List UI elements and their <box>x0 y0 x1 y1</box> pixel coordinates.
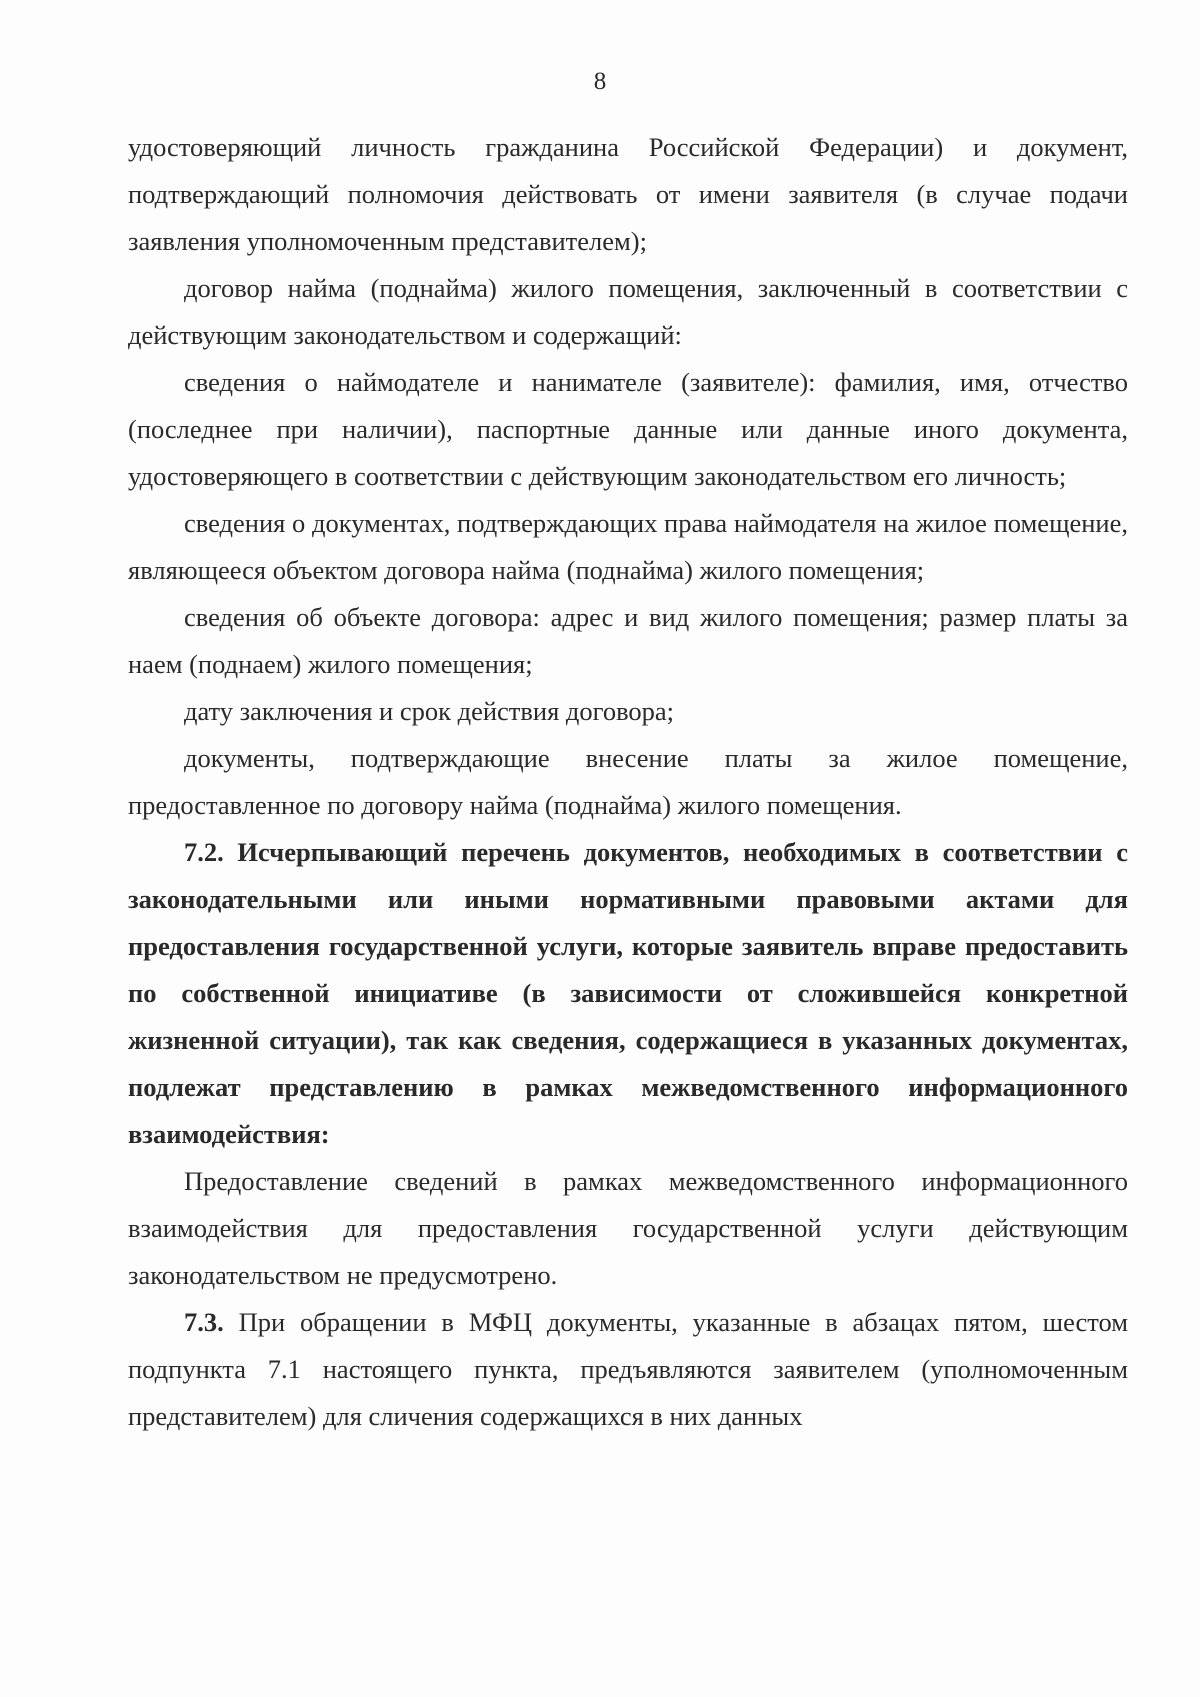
paragraph-continuation: удостоверяющий личность гражданина Российской Федерации) и документ, подтверждающий полномочия действовать от имени заявителя (в случае подачи заявления уполномоченным представителем); <box>128 132 1128 256</box>
document-body <box>128 124 1128 1440</box>
page-number: 8 <box>593 68 607 95</box>
paragraph-7-3 <box>128 1299 1128 1440</box>
paragraph-parties-info: сведения о наймодателе и нанимателе (заявителе): фамилия, имя, отчество (последнее при наличии), паспортные данные или данные иного документа, удостоверяющего в соответствии с действующим законодательством его личность; <box>128 367 1128 491</box>
paragraph-landlord-rights: сведения о документах, подтверждающих права наймодателя на жилое помещение, являющееся объектом договора найма (поднайма) жилого помещения; <box>128 508 1128 585</box>
paragraph-contract-date: дату заключения и срок действия договора; <box>184 696 675 726</box>
section-heading-7-2: 7.2. Исчерпывающий перечень документов, необходимых в соответствии с законодательными или иными нормативными правовыми актами для предоставления государственной услуги, которые заявитель вправе предоставить по собственной инициативе (в зависимости от сложившейся конкретной жизненной ситуации), так как сведения, содержащиеся в указанных документах, подлежат представлению в рамках межведомственного информационного взаимодействия: <box>128 837 1128 1149</box>
paragraph-payment-docs: документы, подтверждающие внесение платы за жилое помещение, предоставленное по договору найма (поднайма) жилого помещения. <box>128 743 1128 820</box>
paragraph-interagency: Предоставление сведений в рамках межведомственного информационного взаимодействия для предоставления государственной услуги действующим законодательством не предусмотрено. <box>128 1166 1128 1290</box>
section-number-7-3: 7.3. <box>184 1307 224 1337</box>
paragraph-contract-object: сведения об объекте договора: адрес и вид жилого помещения; размер платы за наем (поднаем) жилого помещения; <box>128 602 1128 679</box>
paragraph-lease-contract: договор найма (поднайма) жилого помещения, заключенный в соответствии с действующим законодательством и содержащий: <box>128 273 1128 350</box>
paragraph-7-3-text: При обращении в МФЦ документы, указанные в абзацах пятом, шестом подпункта 7.1 настоящего пункта, предъявляются заявителем (уполномоченным представителем) для сличения содержащихся в них данных <box>128 1307 1128 1431</box>
